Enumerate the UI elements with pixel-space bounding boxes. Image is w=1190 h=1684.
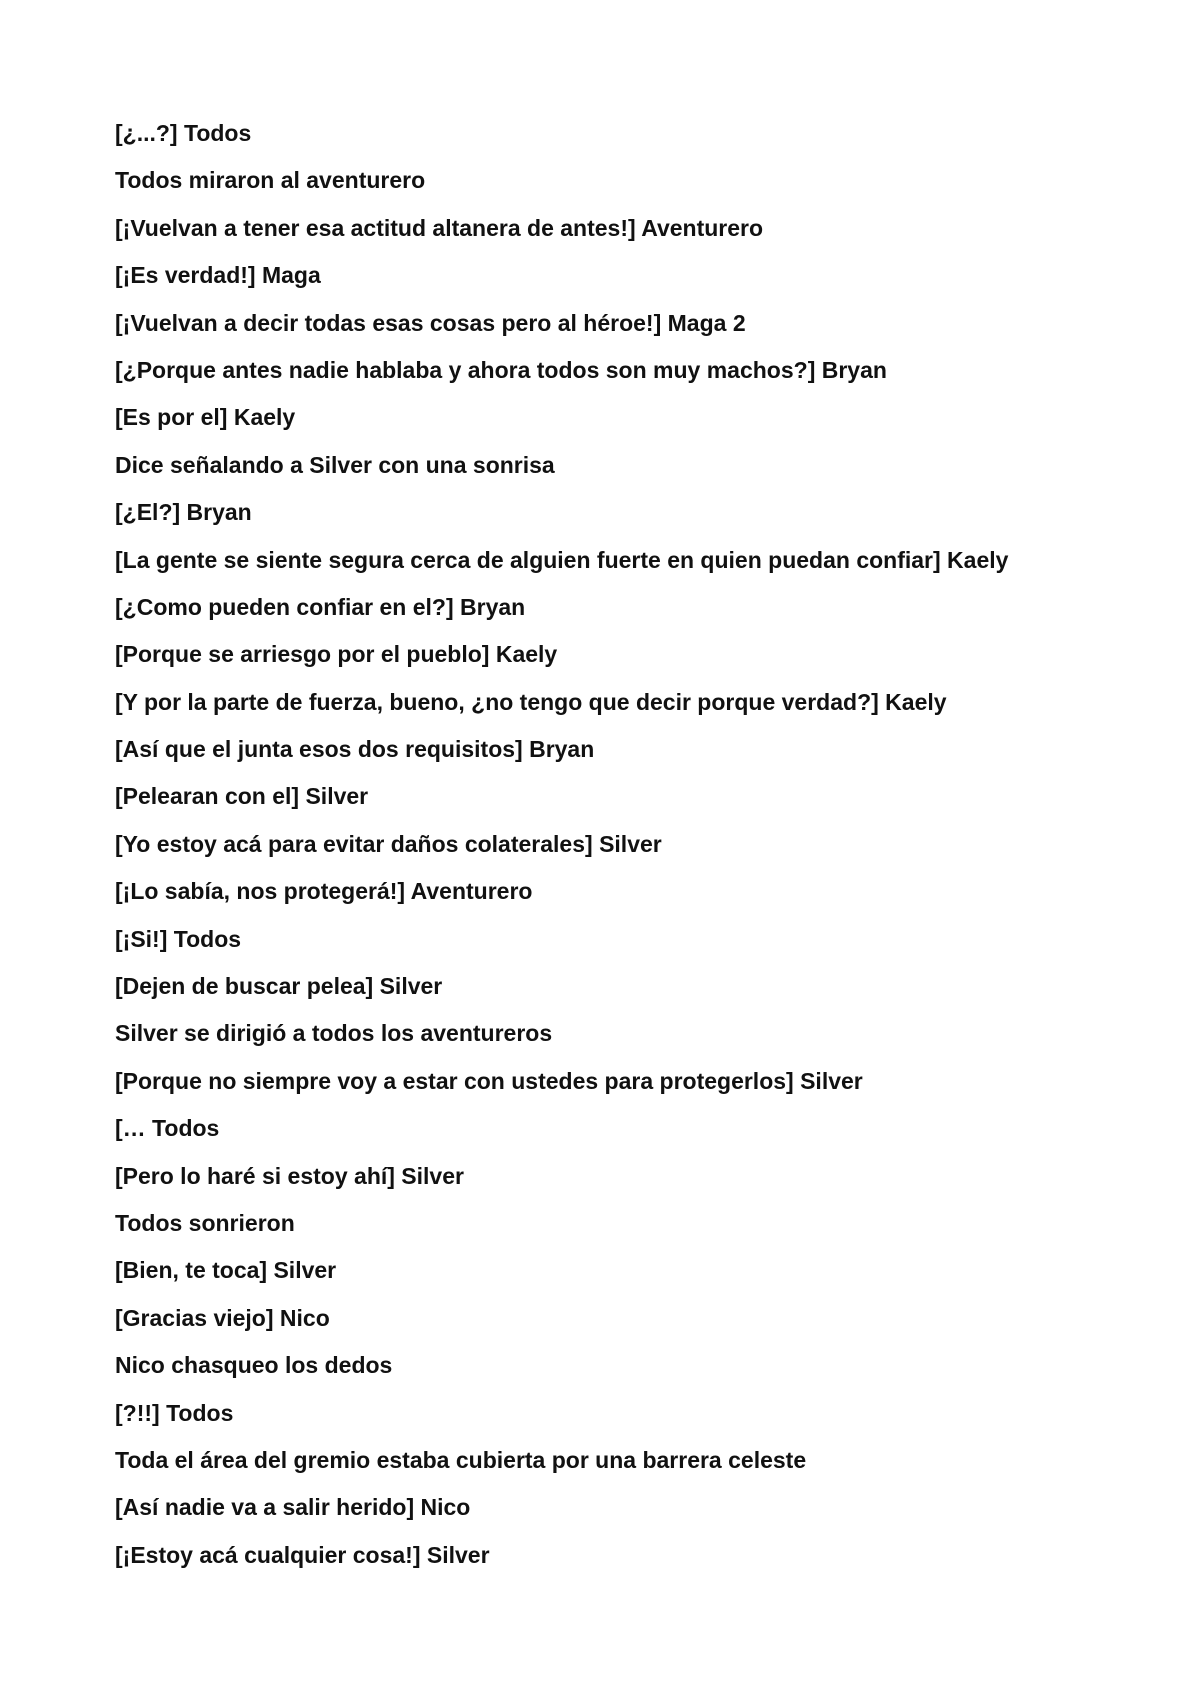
text-line: [¿Como pueden confiar en el?] Bryan [115,593,526,620]
text-line: [¡Vuelvan a decir todas esas cosas pero al héroe!] Maga 2 [115,309,746,336]
text-line: Toda el área del gremio estaba cubierta por una barrera celeste [115,1446,807,1473]
text-line: [Gracias viejo] Nico [115,1304,330,1331]
text-line: [¿El?] Bryan [115,499,252,526]
text-line: Todos sonrieron [115,1209,295,1236]
text-line: [… Todos [115,1115,220,1142]
text-line: Silver se dirigió a todos los aventureros [115,1020,553,1047]
text-line: [Es por el] Kaely [115,404,296,431]
text-line: [¡Si!] Todos [115,925,242,952]
text-line: [¿...?] Todos [115,120,252,146]
text-line: Nico chasqueo los dedos [115,1352,393,1379]
text-line: [Bien, te toca] Silver [115,1257,337,1284]
text-line: [Y por la parte de fuerza, bueno, ¿no tengo que decir porque verdad?] Kaely [115,688,947,715]
text-line: Dice señalando a Silver con una sonrisa [115,451,555,478]
text-line: [Así nadie va a salir herido] Nico [115,1494,471,1521]
text-line: [¡Vuelvan a tener esa actitud altanera de antes!] Aventurero [115,214,764,241]
text-line: [Porque se arriesgo por el pueblo] Kaely [115,641,558,668]
text-line: [Pelearan con el] Silver [115,783,369,810]
text-line: [La gente se siente segura cerca de alguien fuerte en quien puedan confiar] Kaely [115,546,1009,573]
dialogue-lines [115,110,1115,1579]
text-line: [Porque no siempre voy a estar con ustedes para protegerlos] Silver [115,1067,863,1094]
text-line: [¡Estoy acá cualquier cosa!] Silver [115,1541,490,1568]
text-line: [¡Es verdad!] Maga [115,262,321,289]
text-line: [Dejen de buscar pelea] Silver [115,973,443,1000]
text-line: [Yo estoy acá para evitar daños colaterales] Silver [115,830,662,857]
text-line: [Así que el junta esos dos requisitos] Bryan [115,736,595,763]
text-line: [?!!] Todos [115,1399,234,1426]
text-line: [Pero lo haré si estoy ahí] Silver [115,1162,464,1189]
text-line: Todos miraron al aventurero [115,167,426,194]
text-line: [¡Lo sabía, nos protegerá!] Aventurero [115,878,533,905]
text-line: [¿Porque antes nadie hablaba y ahora todos son muy machos?] Bryan [115,356,887,383]
